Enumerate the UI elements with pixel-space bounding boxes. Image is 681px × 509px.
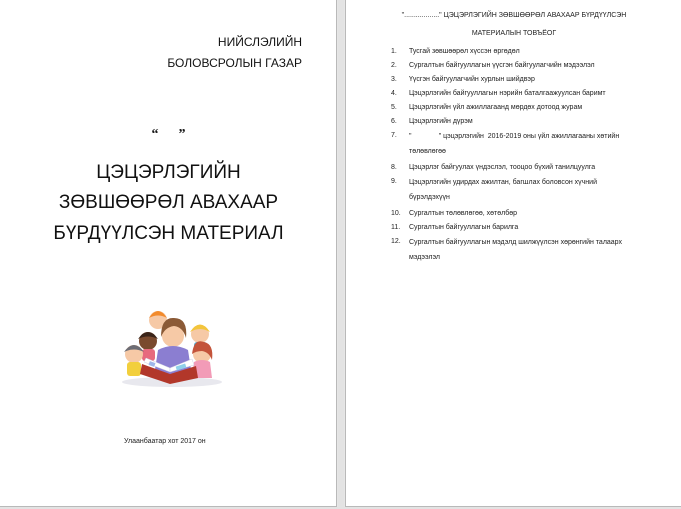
toc-item-text: Цэцэрлэг байгуулах үндэслэл, тооцоо бүхий танилцуулга bbox=[409, 164, 596, 171]
toc-list bbox=[391, 45, 676, 265]
toc-item bbox=[391, 45, 676, 59]
toc-item-number: 12. bbox=[391, 238, 401, 245]
toc-item-text: Сургалтын байгууллагын үүсгэн байгуулагчийн мэдээлэл bbox=[409, 62, 595, 69]
toc-item-number: 2. bbox=[391, 62, 397, 69]
toc-item-number: 5. bbox=[391, 104, 397, 111]
toc-item-text: Цэцэрлэгийн байгууллагын нэрийн баталгаажуулсан баримт bbox=[409, 90, 606, 97]
org-name-line1: НИЙСЛЭЛИЙН bbox=[217, 35, 302, 49]
toc-item-text: Тусгай зөвшөөрөл хүссэн өргөдөл bbox=[409, 48, 520, 55]
cover-title-line2: ЗӨВШӨӨРӨЛ АВАХААР bbox=[58, 192, 279, 213]
toc-item-number: 10. bbox=[391, 210, 401, 217]
toc-item-text: Сургалтын байгууллагын барилга bbox=[409, 224, 519, 231]
toc-item-number: 11. bbox=[391, 224, 401, 231]
org-name-line2: БОЛОВСРОЛЫН ГАЗАР bbox=[167, 56, 302, 70]
toc-heading-line2: МАТЕРИАЛЫН ТОВЪЁОГ bbox=[471, 30, 557, 37]
toc-item bbox=[391, 87, 676, 101]
toc-item-number: 8. bbox=[391, 164, 397, 171]
toc-item-number: 3. bbox=[391, 76, 397, 83]
toc-heading-line1: ".................." ЦЭЦЭРЛЭГИЙН ЗӨВШӨӨРӨЛ АВАХААР БҮРДҮҮЛСЭН bbox=[401, 12, 627, 19]
children-reading-illustration bbox=[118, 306, 226, 388]
toc-page bbox=[345, 0, 681, 507]
toc-item bbox=[391, 235, 651, 265]
toc-item bbox=[391, 161, 676, 175]
cover-title-line1: ЦЭЦЭРЛЭГИЙН bbox=[96, 162, 241, 183]
toc-item-text: " " цэцэрлэгийн 2016-2019 оны үйл ажиллагааны хөтийн төлөвлөгөө bbox=[409, 133, 622, 155]
toc-item bbox=[391, 73, 676, 87]
toc-item-number: 1. bbox=[391, 48, 397, 55]
toc-item-text: Сургалтын төлөвлөгөө, хөтөлбөр bbox=[409, 210, 518, 217]
toc-item-number: 9. bbox=[391, 178, 397, 185]
toc-item-text: Үүсгэн байгуулагчийн хурлын шийдвэр bbox=[409, 76, 535, 83]
toc-item-text: Цэцэрлэгийн үйл ажиллагаанд мөрдөх дотоод журам bbox=[409, 104, 583, 111]
toc-item bbox=[391, 207, 676, 221]
page-gutter bbox=[338, 0, 344, 509]
close-quote: ” bbox=[178, 127, 186, 142]
cover-title-line3: БҮРДҮҮЛСЭН МАТЕРИАЛ bbox=[53, 223, 284, 244]
toc-item-number: 4. bbox=[391, 90, 397, 97]
open-quote: “ bbox=[151, 127, 159, 142]
toc-item bbox=[391, 101, 676, 115]
toc-item-text: Сургалтын байгууллагын мэдэлд шилжүүлсэн хөрөнгийн талаарх мэдээлэл bbox=[409, 239, 623, 261]
toc-item-text: Цэцэрлэгийн дүрэм bbox=[409, 118, 473, 125]
place-year-footer: Улаанбаатар хот 2017 он bbox=[124, 438, 206, 445]
toc-item bbox=[391, 129, 646, 159]
toc-item-text: Цэцэрлэгийн удирдах ажилтан, багшлах боловсон хүчний бүрэлдэхүүн bbox=[409, 179, 597, 201]
toc-item bbox=[391, 115, 676, 129]
title-quotes bbox=[0, 127, 337, 143]
toc-item bbox=[391, 221, 676, 235]
toc-item bbox=[391, 59, 676, 73]
toc-item-number: 6. bbox=[391, 118, 397, 125]
toc-item bbox=[391, 175, 631, 205]
cover-page bbox=[0, 0, 337, 507]
toc-item-number: 7. bbox=[391, 132, 397, 139]
